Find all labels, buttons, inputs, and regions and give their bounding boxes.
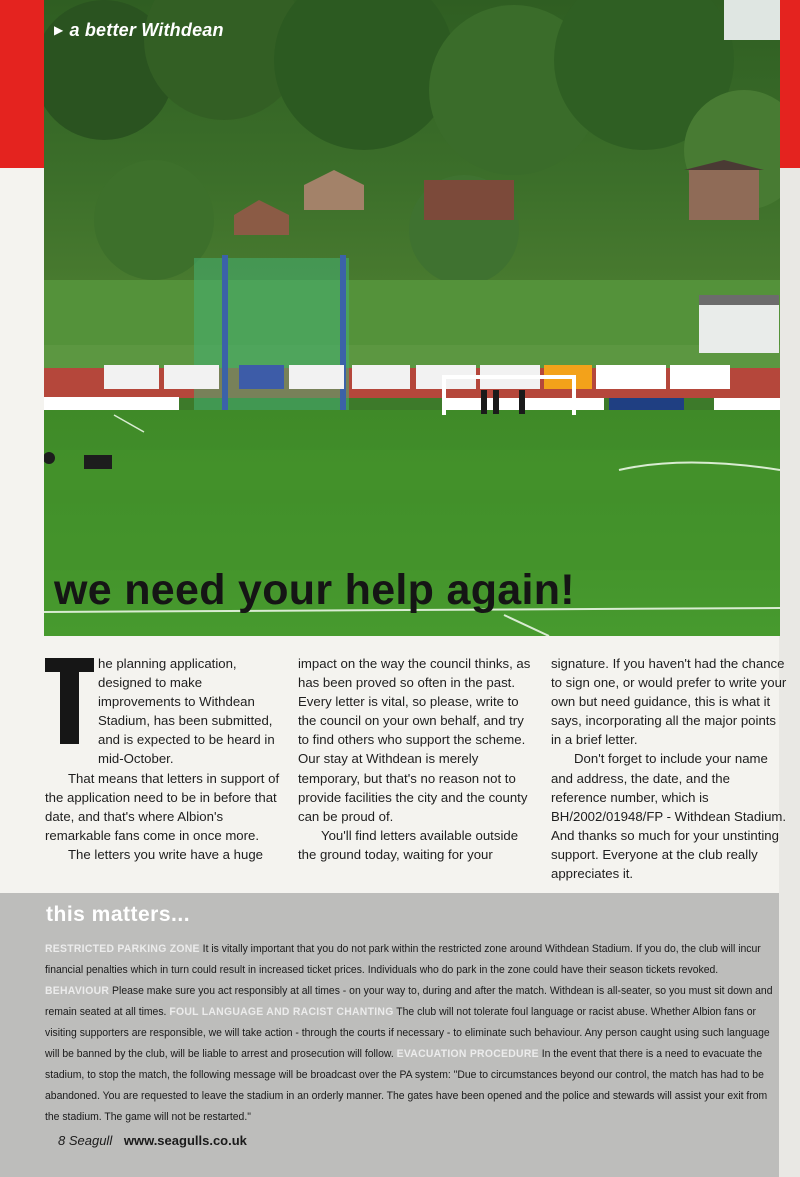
- page-title: we need your help again!: [54, 566, 575, 614]
- info-text: It is vitally important that you do not park within the restricted zone around Withdean Stadium. If you do, the club will incur financial penalties which in turn could result in increased ticket prices. Individuals who do park in the zone could have their season tickets revoked.: [45, 943, 761, 976]
- article-column-2: [298, 654, 534, 864]
- page-number: 8 Seagull: [58, 1133, 113, 1148]
- article-column-1: [45, 654, 281, 864]
- info-heading: EVACUATION PROCEDURE: [396, 1048, 539, 1060]
- article-paragraph: signature. If you haven't had the chance to sign one, or would prefer to write your own but need guidance, this is what it says, incorporating all the major points in a brief letter.: [551, 656, 787, 748]
- info-text: Please make sure you act responsibly at all times - on your way to, during and after the match. Withdean is all-seater, so you must sit down and remain seated at all times.: [45, 985, 773, 1018]
- info-heading: FOUL LANGUAGE AND RACIST CHANTING: [169, 1006, 394, 1018]
- article-body: [45, 654, 787, 882]
- website-link[interactable]: www.seagulls.co.uk: [123, 1133, 247, 1148]
- info-heading: RESTRICTED PARKING ZONE: [45, 943, 200, 955]
- red-edge-right: [779, 0, 800, 168]
- info-text: The club will not tolerate foul language or racist abuse. Whether Albion fans or visiting supporters are responsible, we will take action - through the courts if necessary - to eliminate such behaviour. Any person caught using such language will be banned by the club, will be liable to arrest and prosecution will follow.: [45, 1006, 770, 1060]
- article-column-3: [551, 654, 787, 883]
- stadium-illustration: [44, 0, 780, 636]
- article-paragraph: he planning application, designed to make improvements to Withdean Stadium, has been submitted, and is expected to be heard in mid-October.: [98, 656, 275, 767]
- info-title: this matters...: [46, 903, 191, 926]
- article-paragraph: The letters you write have a huge: [68, 846, 263, 862]
- info-text: In the event that there is a need to evacuate the stadium, to stop the match, the following message will be broadcast over the PA system: "Due to circumstances beyond our control, the match has had to be abandoned. You are requested to leave the stadium in an orderly manner. The gates have been opened and the police and stewards will assist your exit from the stadium. The game will not be restarted.": [45, 1048, 768, 1123]
- section-tag: [54, 20, 224, 41]
- info-body: [45, 939, 777, 1128]
- red-edge-left: [0, 0, 44, 168]
- article-paragraph: Don't forget to include your name and address, the date, and the reference number, which is BH/2002/01948/FP - Withdean Stadium. And thanks so much for your unstinting support. Everyone at the club really appreciates it.: [551, 751, 787, 882]
- article-paragraph: impact on the way the council thinks, as has been proved so often in the past. Every letter is vital, so please, write to the council on your own behalf, and try to find others who support the scheme. Our stay at Withdean is merely temporary, but that's no reason not to provide facilities the city and the county can be proud of.: [298, 656, 531, 824]
- dropcap: [45, 654, 98, 750]
- info-heading: BEHAVIOUR: [45, 985, 110, 997]
- article-paragraph: You'll find letters available outside the ground today, waiting for your: [298, 827, 519, 862]
- article-paragraph: That means that letters in support of the application need to be in before that date, and that's where Albion's remarkable fans come in once more.: [45, 770, 280, 843]
- page-footer: [58, 1133, 247, 1148]
- section-tag-text: a better Withdean: [69, 20, 224, 40]
- play-arrow-icon: ▶: [54, 23, 64, 37]
- stadium-photo: [44, 0, 780, 636]
